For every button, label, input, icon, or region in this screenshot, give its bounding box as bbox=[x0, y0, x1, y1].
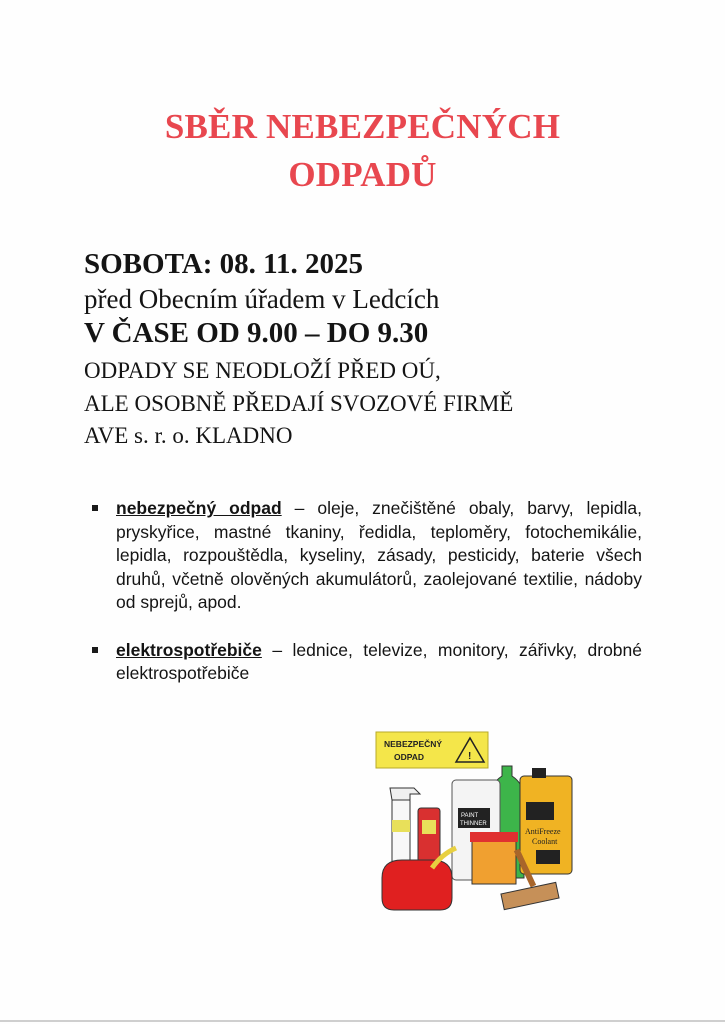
svg-text:PAINT: PAINT bbox=[461, 813, 479, 819]
svg-text:Coolant: Coolant bbox=[532, 837, 558, 846]
item-text: – lednice, televize, monitory, zářivky, drobné elektrospotřebiče bbox=[116, 639, 642, 683]
scan-edge-divider bbox=[0, 1020, 725, 1022]
svg-text:!: ! bbox=[468, 751, 472, 762]
svg-text:ODPAD: ODPAD bbox=[394, 752, 425, 762]
note-line-3: AVE s. r. o. KLADNO bbox=[84, 423, 293, 448]
bullet-icon bbox=[92, 647, 98, 653]
note-line-1: ODPADY SE NEODLOŽÍ PŘED OÚ, bbox=[84, 358, 441, 383]
time-line: V ČASE OD 9.00 – DO 9.30 bbox=[84, 317, 429, 349]
date-line: SOBOTA: 08. 11. 2025 bbox=[84, 248, 364, 280]
title-line-2: ODPADŮ bbox=[288, 155, 437, 194]
place-line: před Obecním úřadem v Ledcích bbox=[84, 284, 440, 314]
waste-list bbox=[92, 497, 642, 686]
note-line-2: ALE OSOBNĚ PŘEDAJÍ SVOZOVÉ FIRMĚ bbox=[84, 391, 514, 416]
title-line-1: SBĚR NEBEZPEČNÝCH bbox=[164, 107, 561, 146]
svg-text:NEBEZPEČNÝ: NEBEZPEČNÝ bbox=[384, 739, 443, 749]
item-key: nebezpečný odpad bbox=[116, 498, 282, 518]
svg-text:AntiFreeze: AntiFreeze bbox=[525, 827, 561, 836]
item-key: elektrospotřebiče bbox=[116, 639, 262, 660]
item-text: – oleje, znečištěné obaly, barvy, lepidla, pryskyřice, mastné tkaniny, ředidla, teploměry, fotochemikálie, lepidla, rozpouštědla, kyseliny, zásady, pesticidy, baterie všech druhů, včetně olověných akumulátorů, zaolejované textilie, nádoby od sprejů, apod. bbox=[116, 498, 642, 612]
list-item-hazardous bbox=[92, 497, 642, 615]
svg-text:THINNER: THINNER bbox=[460, 821, 487, 827]
bullet-icon bbox=[92, 505, 98, 511]
hazardous-waste-illustration bbox=[372, 728, 582, 918]
list-item-electro bbox=[92, 639, 642, 686]
